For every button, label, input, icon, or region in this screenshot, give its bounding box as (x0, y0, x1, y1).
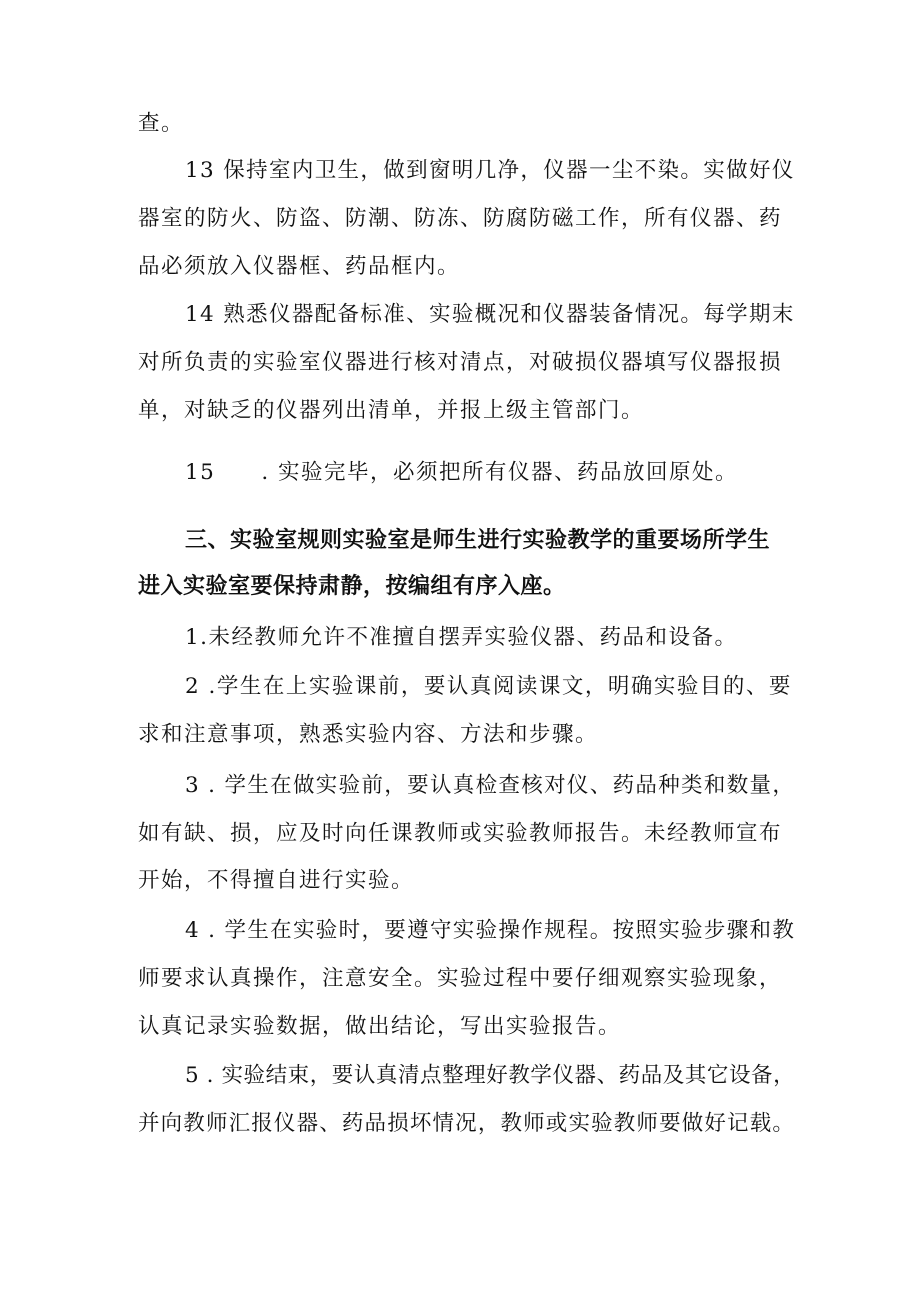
text-line: 5 . 实验结束，要认真清点整理好教学仪器、药品及其它设备， (185, 1063, 796, 1088)
text-line: 14 熟悉仪器配备标准、实验概况和仪器装备情况。每学期末 (185, 302, 795, 327)
text-line: 开始，不得擅自进行实验。 (138, 868, 415, 893)
text-line: 求和注意事项，熟悉实验内容、方法和步骤。 (138, 722, 599, 747)
text-line: 器室的防火、防盗、防潮、防冻、防腐防磁工作，所有仪器、药 (138, 206, 783, 231)
text-line: 品必须放入仪器框、药品框内。 (138, 254, 461, 279)
section-heading: 进入实验室要保持肃静，按编组有序入座。 (138, 574, 566, 599)
text-line: 13 保持室内卫生，做到窗明几净，仪器一尘不染。实做好仪 (185, 158, 795, 183)
text-line: 认真记录实验数据，做出结论，写出实验报告。 (138, 1014, 622, 1039)
text-line: 4 . 学生在实验时，要遵守实验操作规程。按照实验步骤和教 (185, 918, 796, 943)
text-line: 2 .学生在上实验课前，要认真阅读课文，明确实验目的、要 (185, 674, 792, 699)
text-line: 查。 (138, 111, 185, 136)
text-line: 师要求认真操作，注意安全。实验过程中要仔细观察实验现象， (138, 966, 783, 991)
section-heading: 三、实验室规则实验室是师生进行实验教学的重要场所学生 (185, 528, 771, 553)
text-line: 1.未经教师允许不准擅自摆弄实验仪器、药品和设备。 (185, 625, 738, 650)
text-line: 如有缺、损，应及时向任课教师或实验教师报告。未经教师宣布 (138, 821, 783, 846)
text-line: 对所负责的实验室仪器进行核对清点，对破损仪器填写仪器报损 (138, 350, 783, 375)
text-line: 单，对缺乏的仪器列出清单，并报上级主管部门。 (138, 398, 645, 423)
text-line: 并向教师汇报仪器、药品损坏情况，教师或实验教师要做好记载。 (138, 1111, 796, 1136)
text-line: 15 . 实验完毕，必须把所有仪器、药品放回原处。 (185, 460, 739, 485)
text-line: 3 . 学生在做实验前，要认真检查核对仪、药品种类和数量， (185, 773, 796, 798)
